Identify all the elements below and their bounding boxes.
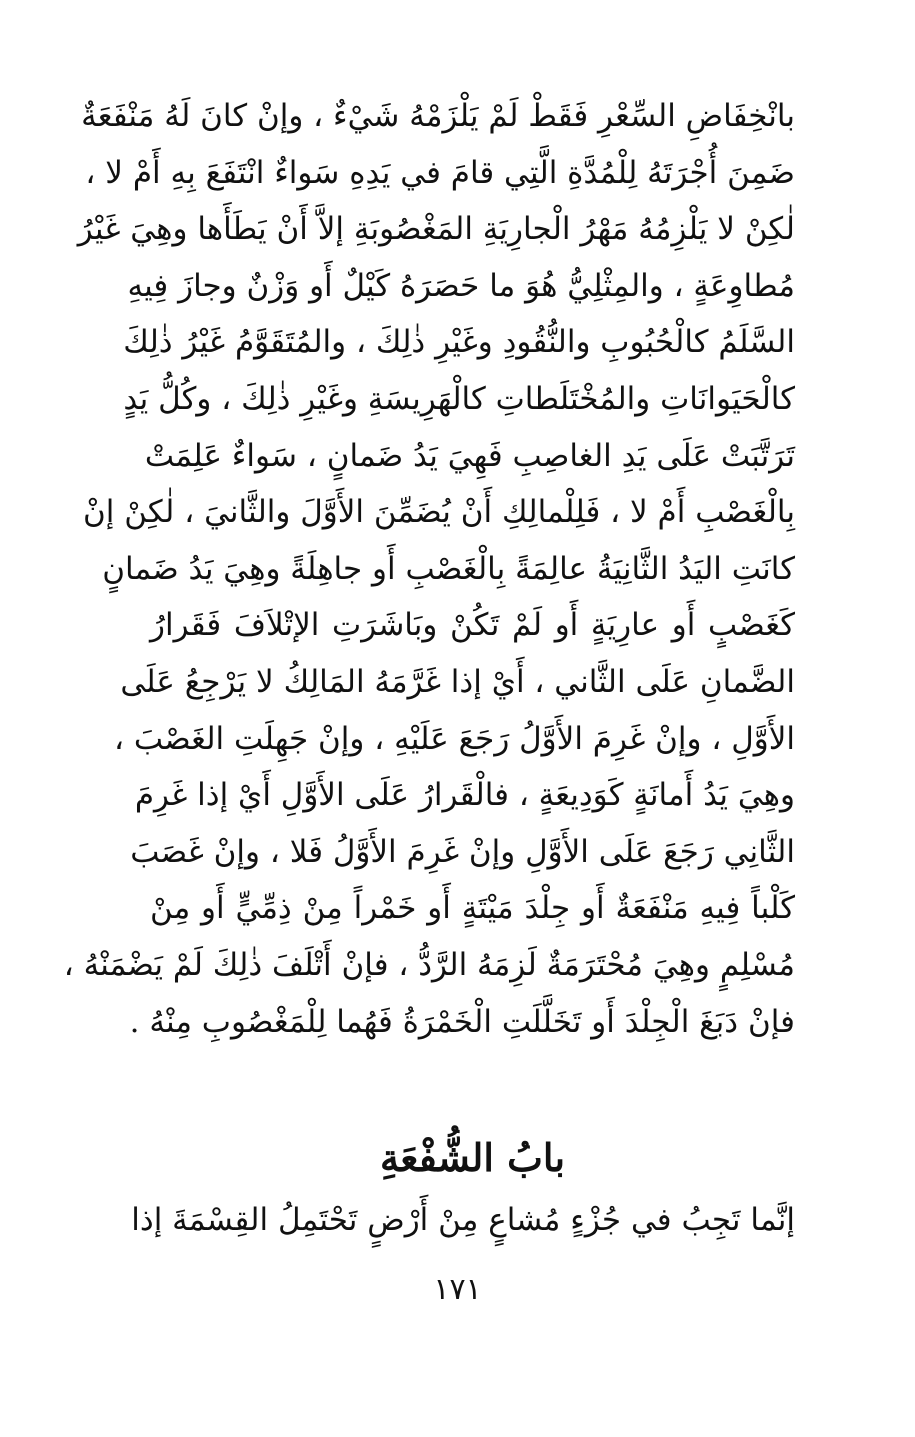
section-first-line: إنَّما تَجِبُ في جُزْءٍ مُشاعٍ مِنْ أَرْضٍ تَحْتَمِلُ القِسْمَةَ إذا <box>131 1202 795 1238</box>
paragraph-line: السَّلَمُ كالْحُبُوبِ والنُّقُودِ وغَيْرِ ذٰلِكَ ، والمُتَقَوَّمُ غَيْرُ ذٰلِكَ <box>123 324 795 361</box>
paragraph-line: مُسْلِمٍ وهِيَ مُحْتَرَمَةٌ لَزِمَهُ الرَّدُّ ، فإنْ أَتْلَفَ ذٰلِكَ لَمْ يَضْمَنْهُ ، <box>63 946 795 983</box>
paragraph-line: وهِيَ يَدُ أَمانَةٍ كَوَدِيعَةٍ ، فالْقَرارُ عَلَى الأَوَّلِ أَيْ إذا غَرِمَ <box>134 777 795 814</box>
paragraph-line: لٰكِنْ لا يَلْزِمُهُ مَهْرُ الْجارِيَةِ المَغْصُوبَةِ إلاَّ أَنْ يَطَأَها وهِيَ غَيْرُ <box>77 211 795 248</box>
paragraph-line: بانْخِفَاضِ السِّعْرِ فَقَطْ لَمْ يَلْزَمْهُ شَيْءٌ ، وإنْ كانَ لَهُ مَنْفَعَةٌ <box>81 98 795 134</box>
paragraph-line: كَلْباً فِيهِ مَنْفَعَةٌ أَو جِلْدَ مَيْتَةٍ أَو خَمْراً مِنْ ذِمِّيٍّ أَو مِنْ <box>150 890 795 927</box>
paragraph-line: مُطاوِعَةٍ ، والمِثْلِيُّ هُوَ ما حَصَرَهُ كَيْلٌ أَو وَزْنٌ وجازَ فِيهِ <box>127 267 795 304</box>
paragraph-line: الثَّانِي رَجَعَ عَلَى الأَوَّلِ وإنْ غَرِمَ الأَوَّلُ فَلا ، وإنْ غَصَبَ <box>130 833 795 870</box>
paragraph-line: بِالْغَصْبِ أَمْ لا ، فَلِلْمالِكِ أَنْ يُضَمِّنَ الأَوَّلَ والثَّانيَ ، لٰكِنْ إنْ <box>82 494 795 531</box>
paragraph-line: فإنْ دَبَغَ الْجِلْدَ أَو تَخَلَّلَتِ الْخَمْرَةُ فَهُما لِلْمَغْصُوبِ مِنْهُ . <box>129 1003 795 1040</box>
section-heading: بابُ الشُّفْعَةِ <box>379 1135 566 1180</box>
paragraph-line: ضَمِنَ أُجْرَتَهُ لِلْمُدَّةِ الَّتِي قامَ في يَدِهِ سَواءٌ انْتَفَعَ بِهِ أَمْ لا ، <box>85 154 795 191</box>
paragraph-line: الأَوَّلِ ، وإنْ غَرِمَ الأَوَّلُ رَجَعَ عَلَيْهِ ، وإنْ جَهِلَتِ الغَصْبَ ، <box>113 720 795 757</box>
paragraph-line: كالْحَيَوانَاتِ والمُخْتَلَطاتِ كالْهَرِيسَةِ وغَيْرِ ذٰلِكَ ، وكُلُّ يَدٍ <box>123 380 795 417</box>
paragraph-line: الضَّمانِ عَلَى الثَّاني ، أَيْ إذا غَرَّمَهُ المَالِكُ لا يَرْجِعُ عَلَى <box>120 663 795 700</box>
paragraph-line: كَغَصْبٍ أَو عارِيَةٍ أَو لَمْ تَكُنْ وبَاشَرَتِ الإتْلاَفَ فَقَرارُ <box>150 607 795 644</box>
paragraph <box>63 88 795 1050</box>
paragraph-line: كانَتِ اليَدُ الثَّانِيَةُ عالِمَةً بِالْغَصْبِ أَو جاهِلَةً وهِيَ يَدُ ضَمانٍ <box>102 550 795 587</box>
paragraph-line: تَرَتَّبَتْ عَلَى يَدِ الغاصِبِ فَهِيَ يَدُ ضَمانٍ ، سَواءٌ عَلِمَتْ <box>144 437 795 474</box>
page-number: ١٧١ <box>433 1272 482 1307</box>
